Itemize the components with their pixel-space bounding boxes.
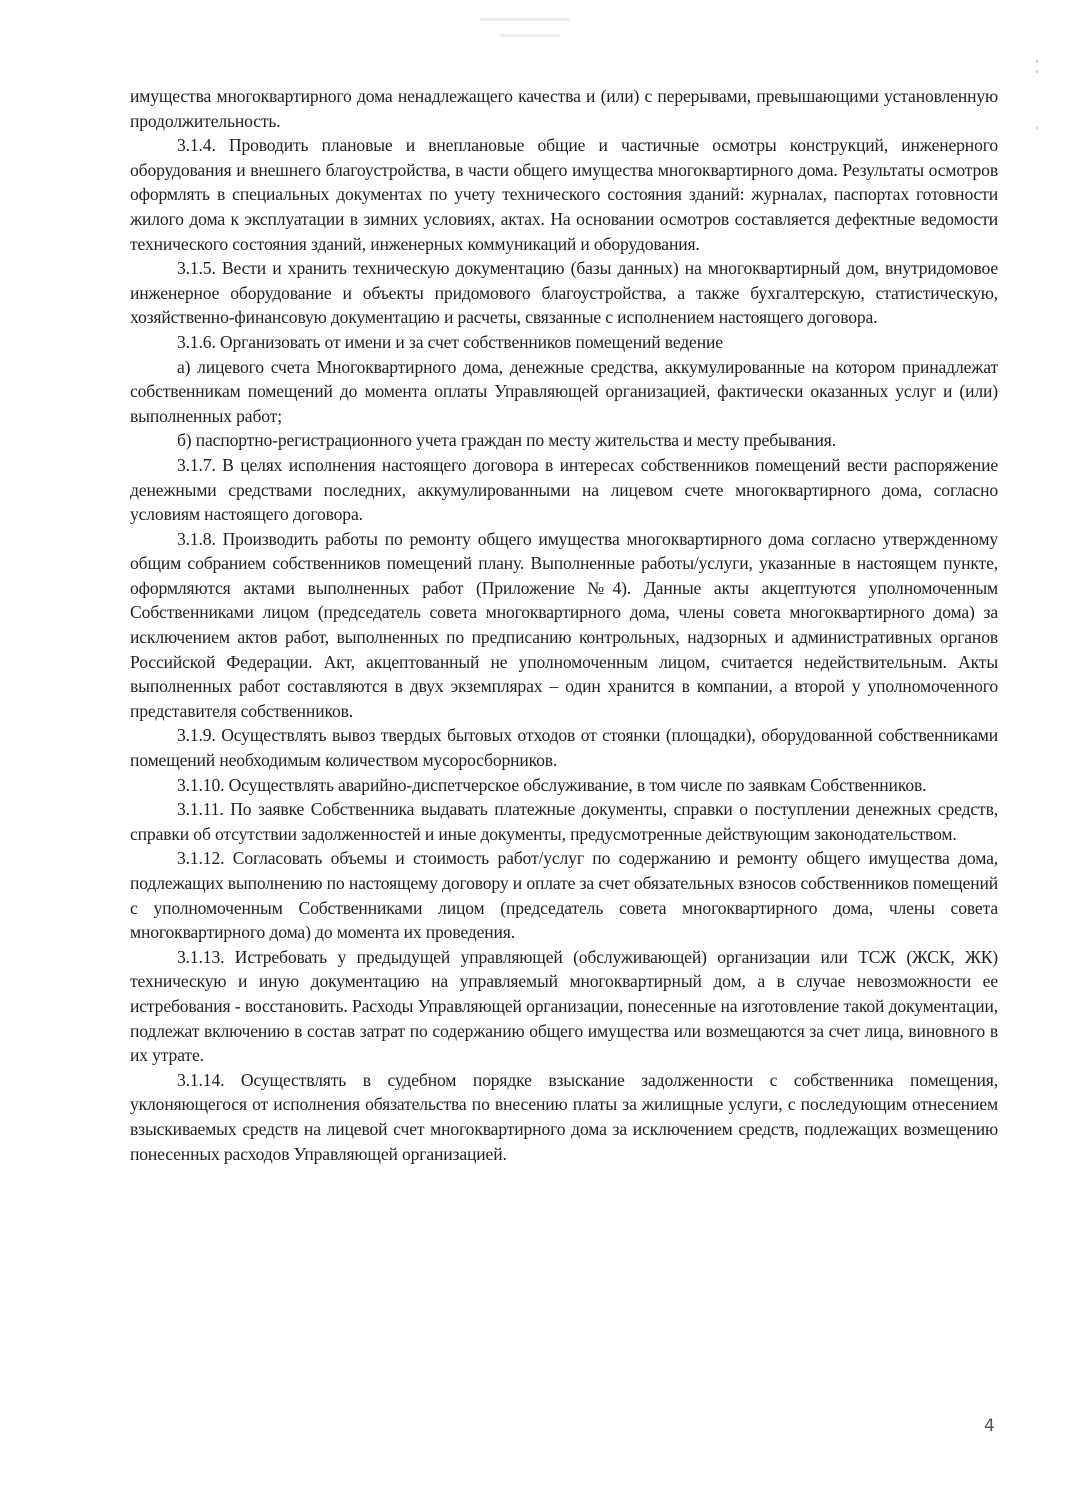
- paragraph-3-1-6: 3.1.6. Организовать от имени и за счет собственников помещений ведение: [177, 331, 723, 352]
- paragraph-3-1-6-b: б) паспортно-регистрационного учета граждан по месту жительства и месту пребывания.: [177, 430, 836, 451]
- scan-artifact: [480, 18, 570, 21]
- paragraph-3-1-6-a: а) лицевого счета Многоквартирного дома, денежные средства, аккумулированные на котором принадлежат собственникам помещений до момента оплаты Управляющей организацией, фактически оказанных услуг и (или) выполненных работ;: [130, 356, 998, 426]
- scan-artifact: [500, 34, 560, 37]
- paragraph-3-1-13: 3.1.13. Истребовать у предыдущей управляющей (обслуживающей) организации или ТСЖ (ЖСК, ЖК) техническую и иную документацию на управляемый многоквартирный дом, а в случае невозможности ее истребования - восстановить. Расходы Управляющей организации, понесенные на изготовление такой документации, подлежат включению в состав затрат по содержанию общего имущества или возмещаются за счет лица, виновного в их утрате.: [130, 946, 998, 1066]
- paragraph-continuation: имущества многоквартирного дома ненадлежащего качества и (или) с перерывами, превышающими установленную продолжительность.: [130, 86, 998, 131]
- document-body: [130, 84, 998, 1166]
- paragraph-3-1-14: 3.1.14. Осуществлять в судебном порядке взыскание задолженности с собственника помещения, уклоняющегося от исполнения обязательства по внесению платы за жилищные услуги, с последующим отнесением взыскиваемых средств на лицевой счет многоквартирного дома за исключением средств, подлежащих возмещению понесенных расходов Управляющей организацией.: [130, 1069, 998, 1164]
- paragraph-3-1-5: 3.1.5. Вести и хранить техническую документацию (базы данных) на многоквартирный дом, внутридомовое инженерное оборудование и объекты придомового благоустройства, а также бухгалтерскую, статистическую, хозяйственно-финансовую документацию и расчеты, связанные с исполнением настоящего договора.: [130, 258, 998, 328]
- paragraph-3-1-12: 3.1.12. Согласовать объемы и стоимость работ/услуг по содержанию и ремонту общего имущества дома, подлежащих выполнению по настоящему договору и оплате за счет обязательных взносов собственников помещений с уполномоченным Собственниками лицом (председатель совета многоквартирного дома, члены совета многоквартирного дома) до момента их проведения.: [130, 848, 998, 943]
- paragraph-3-1-7: 3.1.7. В целях исполнения настоящего договора в интересах собственников помещений вести распоряжение денежными средствами последних, аккумулированными на лицевом счете многоквартирного дома, согласно условиям настоящего договора.: [130, 454, 998, 525]
- paragraph-3-1-4: 3.1.4. Проводить плановые и внеплановые общие и частичные осмотры конструкций, инженерного оборудования и внешнего благоустройства, в части общего имущества многоквартирного дома. Результаты осмотров оформлять в специальных документах по учету технического состояния зданий: журналах, паспортах готовности жилого дома к эксплуатации в зимних условиях, актах. На основании осмотров составляется дефектные ведомости технического состояния зданий, инженерных коммуникаций и оборудования.: [130, 135, 998, 254]
- paragraph-3-1-11: 3.1.11. По заявке Собственника выдавать платежные документы, справки о поступлении денежных средств, справки об отсутствии задолженностей и иные документы, предусмотренные действующим законодательством.: [130, 799, 998, 844]
- paragraph-3-1-10: 3.1.10. Осуществлять аварийно-диспетчерское обслуживание, в том числе по заявкам Собственников.: [177, 774, 927, 795]
- page-number: 4: [984, 1416, 995, 1436]
- scan-artifact: [1036, 126, 1038, 130]
- paragraph-3-1-8: 3.1.8. Производить работы по ремонту общего имущества многоквартирного дома согласно утвержденному общим собранием собственников помещений плану. Выполненные работы/услуги, указанные в настоящем пункте, оформляются актами выполненных работ (Приложение №4). Данные акты акцептуются уполномоченным Собственниками лицом (председатель совета многоквартирного дома, члены совета многоквартирного дома) за исключением актов работ, выполненных по предписанию контрольных, надзорных и административных органов Российской Федерации. Акт, акцептованный не уполномоченным лицом, считается недействительным. Акты выполненных работ составляются в двух экземплярах – один хранится в компании, а второй у уполномоченного представителя собственников.: [130, 528, 998, 721]
- scan-artifact: [1036, 60, 1038, 63]
- paragraph-3-1-9: 3.1.9. Осуществлять вывоз твердых бытовых отходов от стоянки (площадки), оборудованной собственниками помещений необходимым количеством мусоросборников.: [130, 725, 998, 771]
- scan-artifact: [1036, 70, 1038, 73]
